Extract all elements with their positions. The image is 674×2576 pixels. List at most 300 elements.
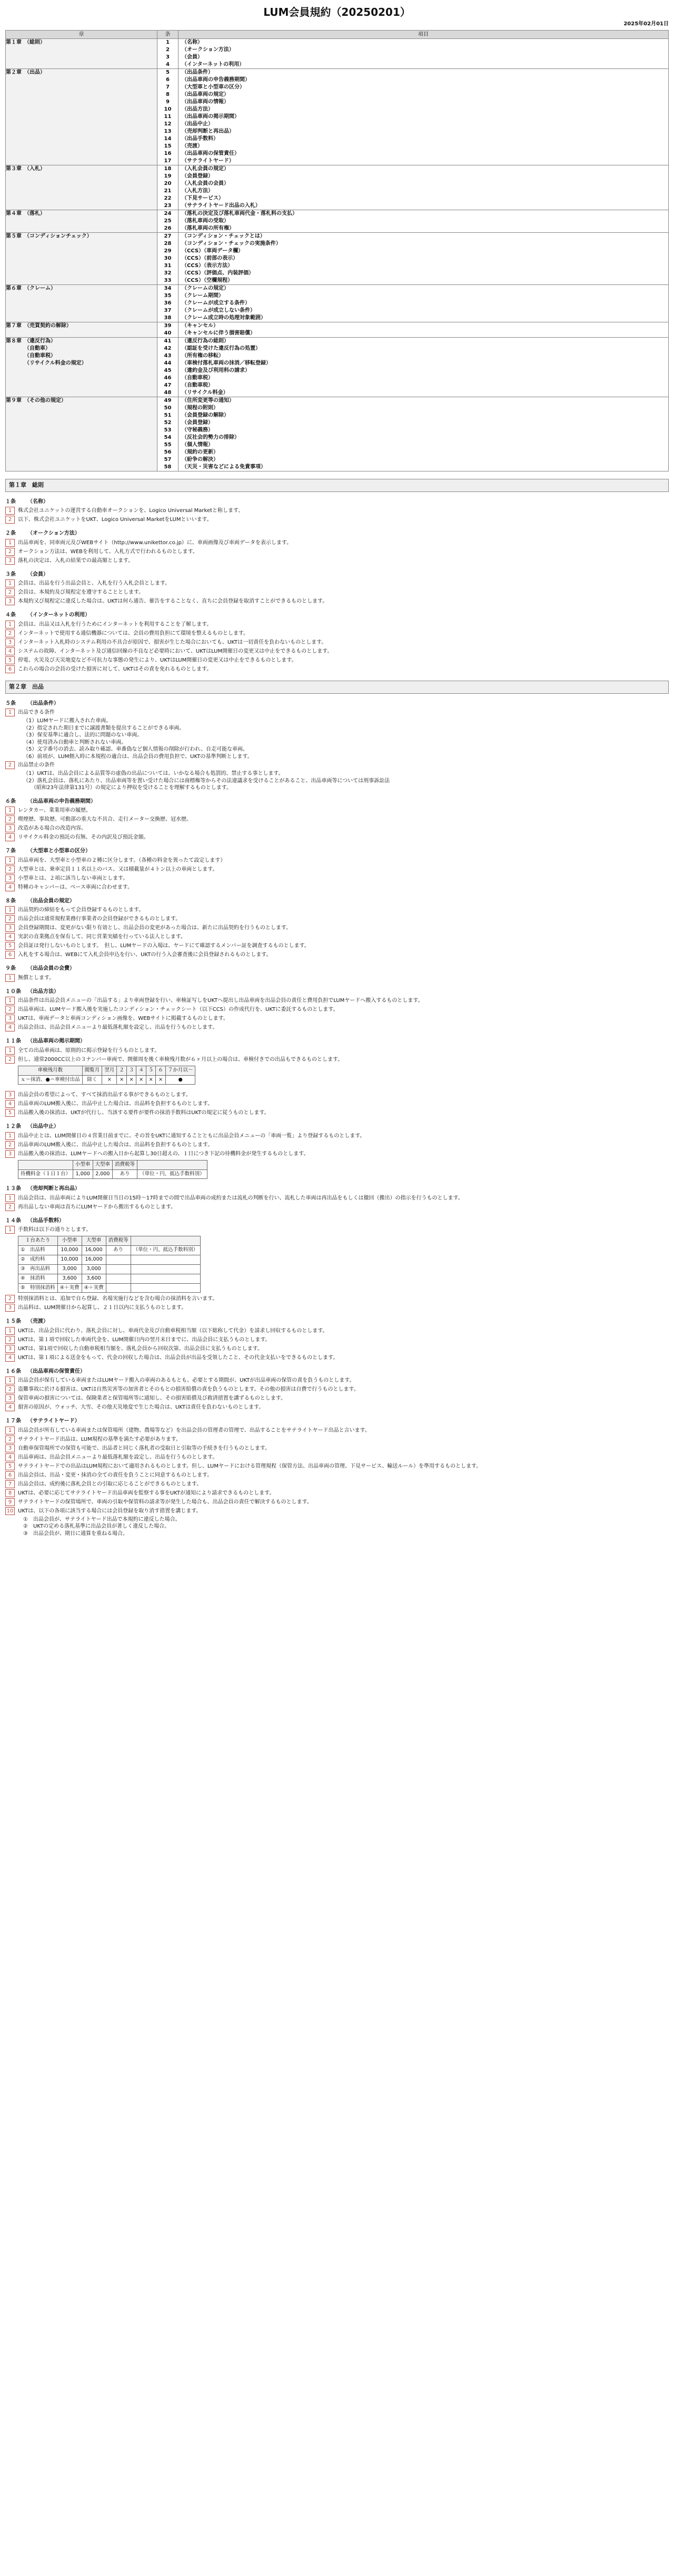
- sub-item-list: [18, 770, 669, 792]
- toc-article-title: （出品車両の規定）: [182, 92, 229, 97]
- paragraph-number: 1: [5, 539, 15, 547]
- article-number: １７条: [5, 1418, 21, 1424]
- paragraph-number: 1: [5, 857, 15, 864]
- listing-fee-table-row: [18, 1264, 201, 1274]
- article-heading: [5, 1185, 669, 1193]
- listing-fee-table-cell: 16,000: [82, 1255, 106, 1265]
- toc-item-cell: [179, 39, 669, 69]
- toc-article-number: 20: [164, 181, 172, 186]
- toc-item-cell: [179, 233, 669, 285]
- toc-article-title: （コンディション・チェックとは）: [182, 233, 265, 239]
- paragraph-text: UKTは、第１項による送金をもって、代金の回収した場合は、出品会員が出品を受領したこと、その代金支払いをできるものとします。: [18, 1354, 339, 1361]
- toc-article-number: 22: [164, 195, 172, 201]
- toc-article-number: 10: [164, 106, 172, 112]
- toc-article-number: 8: [166, 92, 170, 97]
- paragraph-number: 2: [5, 1203, 15, 1211]
- paragraph-number: 10: [5, 1507, 15, 1515]
- toc-article-number: 49: [164, 398, 172, 404]
- paragraph-text: 盗難事故に於ける損害は、UKTは自然災害等の加害者とそのもとの損害賠償の責を負うものとします。その他の損害は自費で行うものとします。: [18, 1387, 359, 1393]
- waiting-fee-table-cell: あり: [113, 1169, 137, 1179]
- toc-article-title: （売渡）: [182, 143, 203, 149]
- toc-row: [6, 233, 669, 285]
- toc-article-title: （大型車と小型車の区分）: [182, 84, 245, 90]
- paragraph: [5, 630, 669, 637]
- paragraph: [5, 924, 669, 932]
- paragraph-number: 1: [5, 1327, 15, 1335]
- toc-article-number: 6: [166, 77, 170, 83]
- paragraph-text: 出品搬入後の抹消は、UKTが代行し、当該する要件が要件の抹消手数料はUKTの規定に従うものとします。: [18, 1110, 270, 1116]
- inspection-period-table-cell: ×: [156, 1075, 166, 1085]
- toc-article-title: （CCS）（評価点、内装評価）: [182, 270, 254, 276]
- article-title: （売渡）: [27, 1319, 48, 1325]
- toc-article-number: 24: [164, 211, 172, 217]
- paragraph: [5, 1056, 669, 1064]
- toc-article-number: 37: [164, 308, 172, 313]
- toc-chapter-label: 第７章 （売買契約の解除）: [6, 323, 72, 329]
- section-heading: 第２章 出品: [5, 681, 669, 694]
- paragraph-text: 出品条件は出品会員メニューの「出品する」より車両登録を行い、車検証写しをUKTへ提出し出品車両を出品会員の責任と費用負担でLUMヤードへ搬入するものとします。: [18, 998, 423, 1004]
- paragraph: [5, 1226, 669, 1234]
- toc-chapter-label: （リサイクル料金の規定）: [6, 360, 87, 366]
- toc-article-number: 50: [164, 405, 172, 411]
- paragraph-text: 会員証は発行しないものとします。 但し、LUMヤードの入場は、ヤードにて確認するメンバー証を調査するものとします。: [18, 943, 310, 949]
- article: [5, 700, 669, 792]
- paragraph-number: 1: [5, 1377, 15, 1384]
- listing-fee-table-cell: [131, 1255, 201, 1265]
- inspection-period-table-cell: ×: [102, 1075, 117, 1085]
- toc-article-title: （リサイクル料金）: [182, 390, 229, 396]
- article-title: （出品方法）: [27, 988, 59, 995]
- article-title: （出品車両の保管責任）: [27, 1368, 85, 1374]
- toc-article-number: 3: [166, 54, 170, 60]
- paragraph: [5, 638, 669, 646]
- listing-fee-table-cell: [106, 1283, 131, 1293]
- paragraph-text: 停電、火災及び天災地変など不可抗力な事態の発生により、UKTはLUM開催日の変更又は中止をできるものとします。: [18, 657, 297, 663]
- article-number: １２条: [5, 1124, 21, 1130]
- toc-number-cell: [157, 285, 179, 322]
- listing-fee-table-cell: 3,600: [82, 1274, 106, 1283]
- article: [5, 1123, 669, 1179]
- paragraph-text: 出品車両のLUM搬入後に、出品中止した場合は、出品料を負担するものとします。: [18, 1142, 213, 1148]
- inspection-period-table-header-cell: 翌月: [102, 1066, 117, 1075]
- paragraph-text: 出品車両を、同車両元及びWEBサイト（http://www.unikettor.co.jp）に、車両画像及び車両データを表示します。: [18, 539, 292, 546]
- sub-item: （3）保安基準に適合し、法的に問題のない車両。: [23, 732, 143, 739]
- paragraph-number: 1: [5, 1194, 15, 1202]
- sub-item: （2）落札会員は、落札にあたり、出品車両等を置い受けた場合には商標権等からその法違議求を受けることがあること、出品車両等については刑事訴訟法: [23, 778, 390, 784]
- toc-chapter-label: 第６章 （クレーム）: [6, 286, 56, 291]
- paragraph-number: 8: [5, 1489, 15, 1497]
- toc-article-title: （出品中止）: [182, 121, 213, 127]
- paragraph-number: 3: [5, 1345, 15, 1353]
- waiting-fee-table-header-cell: [18, 1160, 73, 1169]
- toc-article-title: （インターネットの利用）: [182, 62, 245, 67]
- toc-article-title: （名称）: [182, 40, 203, 45]
- inspection-period-table-cell: ×: [126, 1075, 136, 1085]
- paragraph-number: 2: [5, 630, 15, 637]
- toc-article-title: （落札の決定及び落札車両代金・落札料の支払）: [182, 211, 298, 217]
- toc-article-title: （CCS）（車両データ欄）: [182, 248, 244, 254]
- toc-number-cell: [157, 338, 179, 397]
- toc-article-title: （売却判断と再出品）: [182, 129, 234, 134]
- paragraph-text: 再出品しない車両は直ちにLUMヤードから搬出するものとします。: [18, 1204, 176, 1210]
- paragraph-text: 出品車両のLUM搬入後に、出品中止した場合は、出品料を負担するものとします。: [18, 1101, 213, 1107]
- toc-item-cell: [179, 338, 669, 397]
- toc-article-title: （出品条件）: [182, 70, 213, 75]
- paragraph-number: 3: [5, 824, 15, 832]
- paragraph: [5, 1150, 669, 1158]
- paragraph-text: 入札をする場合は、WEBにて入札会員申込を行い、UKTの行う入会審査後に会員登録されるものとします。: [18, 952, 272, 958]
- paragraph-text: リサイクル料金の預託の有無、その内訳及び預託金額。: [18, 834, 149, 841]
- paragraph: [5, 824, 669, 832]
- toc-number-cell: [157, 210, 179, 233]
- toc-article-number: 44: [164, 360, 172, 366]
- article-number: １６条: [5, 1368, 21, 1374]
- paragraph: [5, 1006, 669, 1014]
- toc-article-number: 52: [164, 420, 172, 426]
- inspection-period-table-header-cell: ２: [117, 1066, 127, 1075]
- paragraph-number: 2: [5, 761, 15, 769]
- paragraph-number: 2: [5, 1436, 15, 1443]
- toc-item-cell: [179, 165, 669, 210]
- toc-article-number: 31: [164, 263, 172, 269]
- paragraph: [5, 951, 669, 959]
- toc-article-number: 51: [164, 412, 172, 418]
- paragraph: [5, 1427, 669, 1434]
- paragraph-number: 4: [5, 1354, 15, 1362]
- paragraph: [5, 1336, 669, 1344]
- inspection-period-table-cell: 除く: [82, 1075, 102, 1085]
- paragraph-number: 2: [5, 866, 15, 873]
- paragraph-text: 但し、通常2000CC以上の３ナンバー車両で、開催周を後く車検残月数が６ヶ月以上の場合は、車検付きでの出品もできるものとします。: [18, 1056, 343, 1063]
- paragraph-text: 出品搬入後の抹消は、LUMヤードへの搬入日から起算し30日超えの、１日につき下記の待機料金が発生するものとします。: [18, 1151, 309, 1157]
- article: [5, 798, 669, 842]
- sub-item-list: [18, 1516, 669, 1538]
- paragraph-number: 1: [5, 997, 15, 1005]
- paragraph-text: 出品会員が所有している車両または保管場所（建物、農場等など）を出品会員の管理者の管理で、出品することをサテライトヤード出品と言います。: [18, 1427, 370, 1433]
- toc-chapter-label: 第３章 （入札）: [6, 166, 45, 172]
- toc-article-title: （会員登録）: [182, 173, 213, 179]
- paragraph: [5, 1015, 669, 1022]
- paragraph-text: 出品会員は、成約後に落札会員との引取に応じることができるものとします。: [18, 1481, 202, 1487]
- toc-article-title: （守秘義務）: [182, 427, 213, 433]
- paragraph-number: 3: [5, 1091, 15, 1099]
- toc-number-cell: [157, 233, 179, 285]
- paragraph-number: 2: [5, 1006, 15, 1014]
- paragraph-text: 出品車両は、出品会員メニューより最低落札額を設定し、出品を行うものとします。: [18, 1454, 218, 1460]
- paragraph: [5, 1327, 669, 1335]
- toc-article-title: （規程の附則）: [182, 405, 219, 411]
- listing-fee-table-cell: 3,000: [57, 1264, 82, 1274]
- toc-article-title: （違約金及び利用料の請求）: [182, 368, 250, 373]
- sub-item-list: [18, 717, 669, 760]
- sub-item: （昭和23年法律第131号）の規定により押収を受けることを理解するものとします。: [23, 785, 232, 791]
- toc-article-title: （個人情報）: [182, 442, 213, 448]
- toc-article-title: （規約の更新）: [182, 449, 219, 455]
- listing-fee-table-header-row: [18, 1236, 201, 1246]
- paragraph-number: 6: [5, 1471, 15, 1479]
- toc-article-title: （天災・災害などによる免責事項）: [182, 464, 266, 470]
- toc-article-title: （違反行為の総則）: [182, 338, 229, 344]
- toc-article-number: 55: [164, 442, 172, 448]
- paragraph: [5, 1203, 669, 1211]
- paragraph-text: 喫煙歴、事故歴、可動部の重大な不具合、走行メーター交換歴、冠水歴。: [18, 817, 192, 823]
- paragraph-number: 1: [5, 1047, 15, 1055]
- paragraph: [5, 874, 669, 882]
- toc-chapter-cell: [6, 397, 157, 471]
- article-title: （売却判断と再出品）: [27, 1186, 80, 1192]
- paragraph-text: 出品車両は、LUMヤード搬入後を実施したコンディション・チェックシート（以下CCS）の作成代行を、UKTに委託するものとします。: [18, 1007, 339, 1013]
- toc-article-number: 9: [166, 99, 170, 105]
- paragraph: [5, 857, 669, 864]
- inspection-period-table-cell: ×: [117, 1075, 127, 1085]
- article-number: １１条: [5, 1038, 21, 1045]
- toc-article-title: （会員登録）: [182, 420, 213, 426]
- paragraph: [5, 1100, 669, 1108]
- paragraph-text: 出品車両を、大型車と小型車の２種に区分します。（各種の料金を異ったて設定します）: [18, 857, 226, 863]
- waiting-fee-table: [18, 1160, 207, 1179]
- toc-article-number: 5: [166, 70, 170, 75]
- paragraph-number: 2: [5, 1141, 15, 1149]
- paragraph: [5, 933, 669, 941]
- sub-item: （1）UKTは、出品会員による品質等の虚偽の出品については、いかなる場合も処罰的、禁止する事とします。: [23, 771, 284, 777]
- toc-chapter-cell: [6, 165, 157, 210]
- article-number: ８条: [5, 898, 16, 904]
- article-heading: [5, 530, 669, 537]
- paragraph-number: 1: [5, 709, 15, 716]
- article-heading: [5, 965, 669, 972]
- paragraph: [5, 1132, 669, 1140]
- listing-fee-table-header-cell: [131, 1236, 201, 1246]
- paragraph-text: 改造がある場合の改造内容。: [18, 825, 86, 832]
- paragraph: [5, 1453, 669, 1461]
- paragraph-text: UKTは、以下の各項に該当する場合には会員登録を取り消す措置を講じます。: [18, 1508, 202, 1514]
- toc-article-number: 48: [164, 390, 172, 396]
- article: [5, 1091, 669, 1117]
- paragraph-number: 4: [5, 647, 15, 655]
- paragraph-number: 3: [5, 1015, 15, 1022]
- toc-article-title: （落札車両の所有権）: [182, 225, 234, 231]
- toc-chapter-cell: [6, 322, 157, 338]
- paragraph: [5, 1436, 669, 1443]
- waiting-fee-table-cell: 待機料金（１日１台）: [18, 1169, 73, 1179]
- inspection-period-table-header-cell: ７か月以～: [165, 1066, 195, 1075]
- toc-header-row: [6, 30, 669, 39]
- sub-item: （4）使用済み自動車と判断されない車両。: [23, 739, 127, 745]
- paragraph-text: 損害の原因が、ウォッチ、大雪、その他天災地変で生じた場合は、UKTは責任を負わないものとします。: [18, 1404, 264, 1411]
- paragraph-number: 2: [5, 1056, 15, 1064]
- toc-article-number: 23: [164, 203, 172, 209]
- inspection-period-table-cell: ×: [136, 1075, 146, 1085]
- toc-article-number: 39: [164, 323, 172, 329]
- inspection-period-table: [18, 1066, 195, 1085]
- paragraph: [5, 915, 669, 923]
- toc-article-number: 40: [164, 330, 172, 336]
- article-number: ９条: [5, 966, 16, 972]
- paragraph-text: インターネット入札時のシステム利用の不具合が原因で、損害が生じた場合においても、UKTは一切責任を負わないものとします。: [18, 639, 327, 645]
- paragraph: [5, 1047, 669, 1055]
- article: [5, 1185, 669, 1211]
- listing-fee-table-cell: （単位・円、抵込手数料別）: [131, 1246, 201, 1255]
- article-number: ５条: [5, 700, 16, 706]
- table-of-contents: [5, 30, 669, 472]
- paragraph-text: 無償とします。: [18, 975, 55, 981]
- inspection-period-table-cell: ｘ＝抹消、●＝車検付出品: [18, 1075, 83, 1085]
- paragraph: [5, 761, 669, 769]
- article-number: １０条: [5, 988, 21, 995]
- waiting-fee-table-header-cell: [137, 1160, 207, 1169]
- toc-article-number: 35: [164, 293, 172, 299]
- paragraph-text: 出品料は、LUM開催日から起算し、２１日以内に支払うものとします。: [18, 1305, 187, 1311]
- article: [5, 898, 669, 959]
- paragraph-text: UKTは、出品会員に代わり、落札会員に対し、車両代金及び自動車税相当額（以下総称して代金）を請求し回収するものとします。: [18, 1328, 328, 1334]
- paragraph-number: 6: [5, 665, 15, 673]
- toc-row: [6, 69, 669, 165]
- toc-article-number: 43: [164, 353, 172, 359]
- listing-fee-table-row: [18, 1283, 201, 1293]
- sub-item: ③ 出品会員が、期日に通算を重ねる場合。: [23, 1530, 128, 1537]
- paragraph: [5, 557, 669, 565]
- toc-number-cell: [157, 165, 179, 210]
- paragraph-text: レンタカー、業業用車の履歴。: [18, 808, 91, 814]
- inspection-period-table-header-cell: ５: [146, 1066, 156, 1075]
- paragraph-number: 1: [5, 974, 15, 982]
- toc-article-number: 34: [164, 286, 172, 291]
- paragraph-number: 3: [5, 1444, 15, 1452]
- paragraph-text: UKTは、必要に応じてサテライトヤード出品車両を監察する事をUKTが通知により請求できるものとします。: [18, 1490, 275, 1496]
- paragraph: [5, 1304, 669, 1312]
- listing-fee-table-cell: [106, 1264, 131, 1274]
- listing-fee-table-cell: 3,000: [82, 1264, 106, 1274]
- toc-article-number: 58: [164, 464, 172, 470]
- paragraph: [5, 942, 669, 950]
- toc-item-cell: [179, 322, 669, 338]
- paragraph-number: 1: [5, 621, 15, 628]
- article-number: １条: [5, 498, 16, 505]
- toc-header-chapter: 章: [6, 30, 157, 39]
- paragraph-text: 特別抹消料とは、追加で自ら登録、名場実施行などを含む場合の抹消料を言います。: [18, 1296, 218, 1302]
- article: [5, 530, 669, 565]
- article: [5, 1318, 669, 1362]
- toc-article-title: （自動車税）: [182, 382, 213, 388]
- paragraph: [5, 1489, 669, 1497]
- waiting-fee-table-header-row: [18, 1160, 207, 1169]
- toc-article-number: 57: [164, 457, 172, 463]
- toc-article-title: （サテライトヤード出品の入札）: [182, 203, 261, 209]
- toc-chapter-cell: [6, 39, 157, 69]
- article-number: １４条: [5, 1217, 21, 1224]
- paragraph: [5, 1377, 669, 1384]
- paragraph-number: 1: [5, 906, 15, 914]
- toc-article-number: 2: [166, 47, 170, 53]
- paragraph: [5, 1091, 669, 1099]
- paragraph-text: 会員は、出品を行う出品会員と、入札を行う入札会員とします。: [18, 581, 171, 587]
- toc-article-number: 21: [164, 188, 172, 194]
- listing-fee-table-header-cell: 大型車: [82, 1236, 106, 1246]
- paragraph: [5, 1354, 669, 1362]
- paragraph-text: 特種のキャンパーは、ベース車両に合わせます。: [18, 884, 133, 890]
- paragraph-number: 4: [5, 1453, 15, 1461]
- toc-article-title: （反社会的勢力の排除）: [182, 435, 240, 440]
- toc-article-number: 4: [166, 62, 170, 67]
- toc-article-title: （自動車税）: [182, 375, 213, 381]
- listing-fee-table-cell: ⑤ 特別抹消料: [18, 1283, 58, 1293]
- inspection-period-table-header-cell: ６: [156, 1066, 166, 1075]
- paragraph-number: 2: [5, 588, 15, 596]
- article: [5, 965, 669, 982]
- toc-article-number: 33: [164, 278, 172, 283]
- paragraph-text: 出品契約の締結をもって会員登録するものとします。: [18, 907, 144, 913]
- toc-article-number: 54: [164, 435, 172, 440]
- toc-header-number: 条: [157, 30, 179, 39]
- listing-fee-table-cell: 10,000: [57, 1246, 82, 1255]
- paragraph-number: 6: [5, 951, 15, 959]
- paragraph-number: 2: [5, 516, 15, 524]
- listing-fee-table-cell: ① 出品料: [18, 1246, 58, 1255]
- paragraph-text: 出品会員は通常規程業務行事業者の会員登録ができるものとします。: [18, 916, 181, 922]
- paragraph-text: システムの故障、インターネット及び通信回線の不良など必要時において、UKTはLUM開催日の変更又は中止をできるものとします。: [18, 648, 333, 654]
- toc-chapter-label: 第９章 （その他の規定）: [6, 398, 66, 404]
- paragraph-text: 出品禁止の条件: [18, 762, 55, 769]
- toc-article-title: （会員）: [182, 54, 203, 60]
- paragraph: [5, 807, 669, 814]
- paragraph-number: 2: [5, 1336, 15, 1344]
- toc-article-title: （入札会員の規定）: [182, 166, 229, 172]
- paragraph: [5, 1024, 669, 1031]
- toc-article-title: （車検付落札車両の抹消／移転登録）: [182, 360, 271, 366]
- article-heading: [5, 798, 669, 805]
- toc-article-number: 14: [164, 136, 172, 142]
- article-heading: [5, 1368, 669, 1375]
- paragraph: [5, 1109, 669, 1117]
- paragraph-number: 1: [5, 579, 15, 587]
- toc-chapter-label: （自動車）: [6, 346, 51, 351]
- paragraph-text: 大型車とは、乗車定員１１名以上のバス、又は積載量が４トン以上の車両とします。: [18, 866, 218, 872]
- paragraph-text: オークション方法は、WEBを利用して、入札方式で行われるものとします。: [18, 548, 198, 555]
- toc-article-title: （クレームが成立しない条件）: [182, 308, 255, 313]
- article-title: （サテライトヤード）: [27, 1418, 80, 1424]
- paragraph-number: 5: [5, 942, 15, 950]
- waiting-fee-table-cell: （単位・円、抵込手数料別）: [137, 1169, 207, 1179]
- listing-fee-table: [18, 1236, 201, 1293]
- paragraph: [5, 1507, 669, 1515]
- paragraph-number: 3: [5, 1394, 15, 1402]
- toc-article-title: （住所変更等の通知）: [182, 398, 234, 404]
- paragraph-text: インターネットで使用する通信機器については、会員の費用負担にて環境を整えるものとします。: [18, 630, 249, 636]
- paragraph-number: 1: [5, 1427, 15, 1434]
- toc-article-number: 56: [164, 449, 172, 455]
- paragraph: [5, 597, 669, 605]
- inspection-period-table-header-cell: 閲覧月: [82, 1066, 102, 1075]
- paragraph: [5, 1444, 669, 1452]
- paragraph-number: 3: [5, 1304, 15, 1312]
- toc-article-number: 13: [164, 129, 172, 134]
- toc-article-title: （入札会員の会員）: [182, 181, 229, 186]
- paragraph: [5, 539, 669, 547]
- toc-chapter-cell: [6, 69, 157, 165]
- toc-article-title: （入札方法）: [182, 188, 213, 194]
- toc-article-title: （出品車両の保管責任）: [182, 151, 240, 156]
- article-title: （出品条件）: [27, 700, 59, 706]
- sub-item: （1）LUMヤードに搬入された車両。: [23, 718, 112, 724]
- listing-fee-table-cell: ③ 再出品料: [18, 1264, 58, 1274]
- paragraph-text: 出品会員は、出品・変更・抹消の全ての責任を負うことに同意するものとします。: [18, 1472, 213, 1478]
- paragraph-number: 5: [5, 656, 15, 664]
- toc-number-cell: [157, 397, 179, 471]
- section-heading: 第１章 総則: [5, 479, 669, 492]
- article: [5, 988, 669, 1032]
- article-heading: [5, 571, 669, 578]
- paragraph-number: 2: [5, 815, 15, 823]
